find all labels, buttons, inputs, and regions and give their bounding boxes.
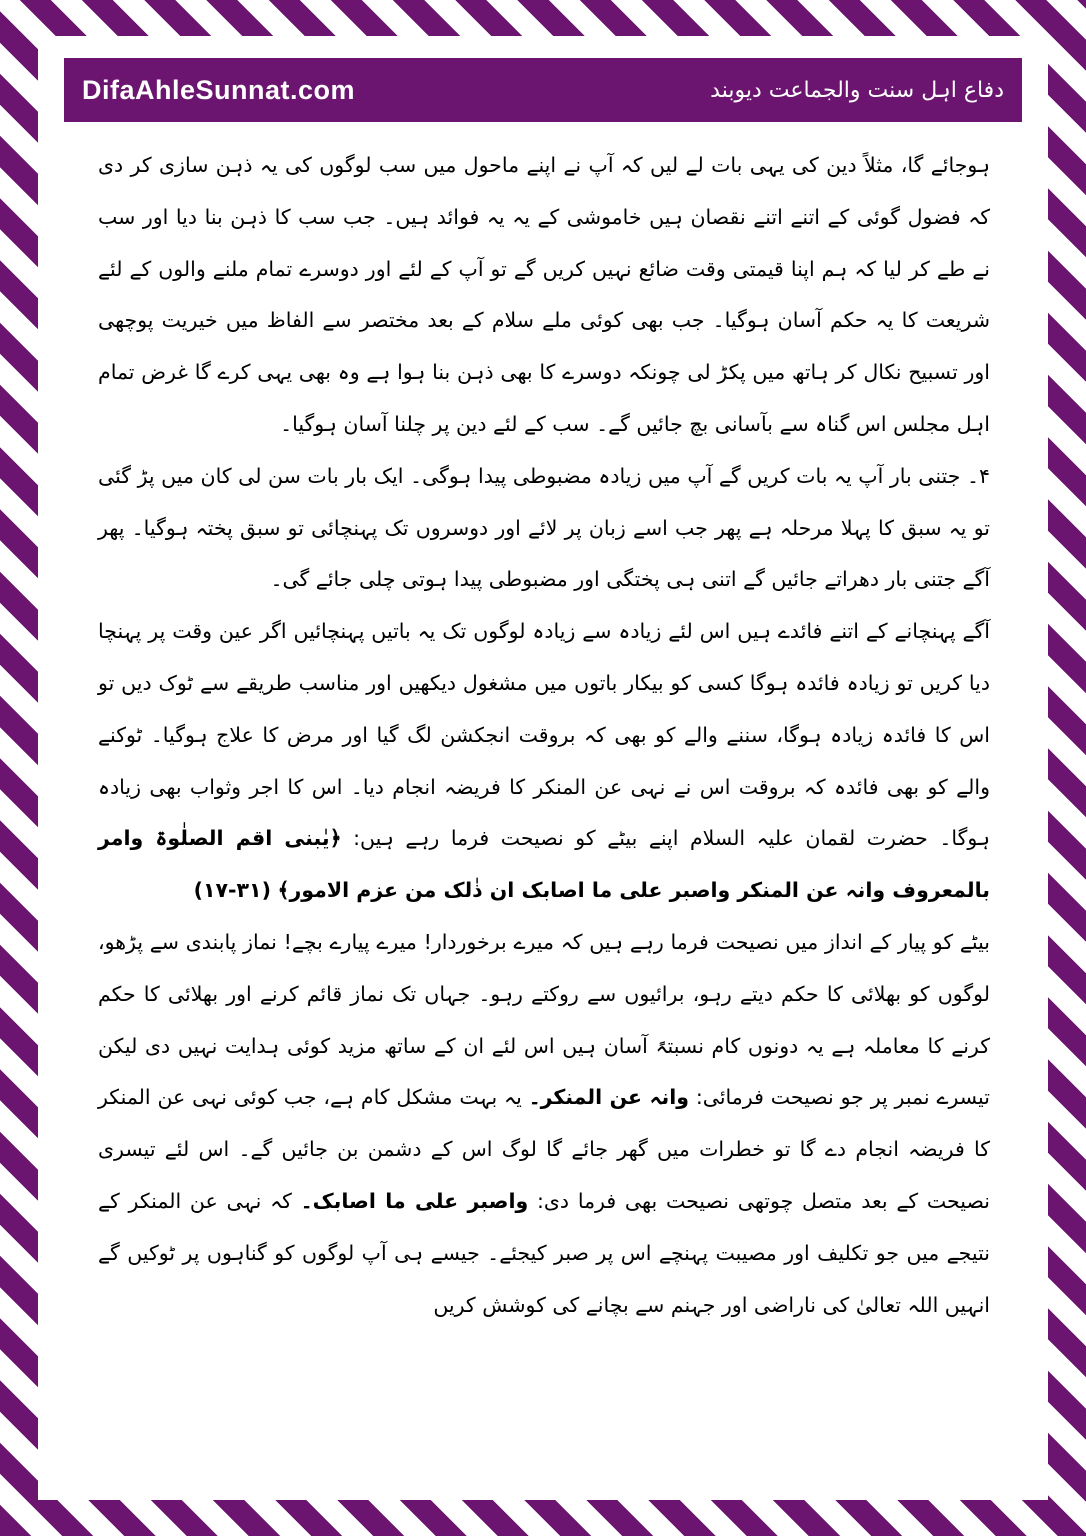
arabic-phrase: وانہ عن المنکر۔	[528, 1085, 689, 1110]
paragraph: ۴۔ جتنی بار آپ یہ بات کریں گے آپ میں زیادہ مضبوطی پیدا ہوگی۔ ایک بار بات سن لی کان میں پڑ گئی تو یہ سبق کا پہلا مرحلہ ہے پھر جب اسے زبان پر لائے اور دوسروں تک پہنچائی تو سبق پختہ ہوگیا۔ پھر آگے جتنی بار دھراتے جائیں گے اتنی ہی پختگی اور مضبوطی پیدا ہوتی چلی جائے گی۔	[98, 463, 990, 592]
paragraph	[98, 606, 990, 917]
quran-verse: ﴿یٰبنی اقم الصلٰوۃ وامر بالمعروف وانہ عن المنکر واصبر علی ما اصابک ان ذٰلک من عزم الامور﴾	[98, 826, 990, 903]
arabic-phrase: واصبر علی ما اصابک۔	[300, 1188, 529, 1213]
paragraph: ہوجائے گا، مثلاً دین کی یہی بات لے لیں کہ آپ نے اپنے ماحول میں سب لوگوں کی یہ ذہن سازی کر دی کہ فضول گوئی کے اتنے اتنے نقصان ہیں خاموشی کے یہ یہ فوائد ہیں۔ جب سب کا ذہن بنا دیا اور سب نے طے کر لیا کہ ہم اپنا قیمتی وقت ضائع نہیں کریں گے تو آپ کے لئے اور دوسرے تمام ملنے والوں کے لئے شریعت کا یہ حکم آسان ہوگیا۔ جب بھی کوئی ملے سلام کے بعد مختصر سے الفاظ میں خیریت پوچھی اور تسبیح نکال کر ہاتھ میں پکڑ لی چونکہ دوسرے کا بھی ذہن بنا ہوا ہے وہ بھی یہی کرے گا غرض تمام اہل مجلس اس گناہ سے بآسانی بچ جائیں گے۔ سب کے لئے دین پر چلنا آسان ہوگیا۔	[98, 153, 990, 436]
paragraph	[98, 917, 990, 1331]
paragraph-text: بیٹے کو پیار کے انداز میں نصیحت فرما رہے ہیں کہ میرے برخوردار! میرے پیارے بچے! نماز پابندی سے پڑھو، لوگوں کو بھلائی کا حکم دیتے رہو، برائیوں سے روکتے رہو۔ جہاں تک نماز قائم کرنے اور بھلائی کا حکم کرنے کا معاملہ ہے یہ دونوں کام نسبتہً آسان ہیں اس لئے ان کے ساتھ مزید کوئی ہدایت نہیں دی لیکن تیسرے نمبر پر جو نصیحت فرمائی:	[98, 929, 990, 1110]
paragraph-text: آگے پہنچانے کے اتنے فائدے ہیں اس لئے زیادہ سے زیادہ لوگوں تک یہ باتیں پہنچائیں اگر عین وقت پر پہنچا دیا کریں تو زیادہ فائدہ ہوگا کسی کو بیکار باتوں میں مشغول دیکھیں اور مناسب طریقے سے ٹوک دیں تو اس کا فائدہ زیادہ ہوگا، سننے والے کو بھی کہ بروقت انجکشن لگ گیا اور مرض کا علاج ہوگیا۔ ٹوکنے والے کو بھی فائدہ کہ بروقت اس نے نہی عن المنکر کا فریضہ انجام دیا۔ اس کا اجر وثواب بھی زیادہ ہوگا۔ حضرت لقمان علیہ السلام اپنے بیٹے کو نصیحت فرما رہے ہیں:	[98, 619, 990, 851]
site-name[interactable]: DifaAhleSunnat.com	[82, 74, 356, 105]
paragraph-text: یہ بہت مشکل کام ہے، جب کوئی نہی عن المنکر کا فریضہ انجام دے گا تو خطرات میں گھر جائے گا لوگ اس کے دشمن بن جائیں گے۔ اس لئے تیسری نصیحت کے بعد متصل چوتھی نصیحت بھی فرما دی:	[98, 1085, 990, 1213]
article-body	[98, 140, 990, 1331]
page	[38, 36, 1048, 1500]
header-bar	[64, 58, 1022, 122]
verse-reference: (۳۱-۱۷)	[193, 878, 271, 903]
paragraph-text: کہ نہی عن المنکر کے نتیجے میں جو تکلیف اور مصیبت پہنچے اس پر صبر کیجئے۔ جیسے ہی آپ لوگوں کو گناہوں پر ٹوکیں گے انہیں اللہ تعالیٰ کی ناراضی اور جہنم سے بچانے کی کوشش کریں	[98, 1188, 990, 1317]
organization-title: دفاع اہل سنت والجماعت دیوبند	[710, 77, 1004, 103]
